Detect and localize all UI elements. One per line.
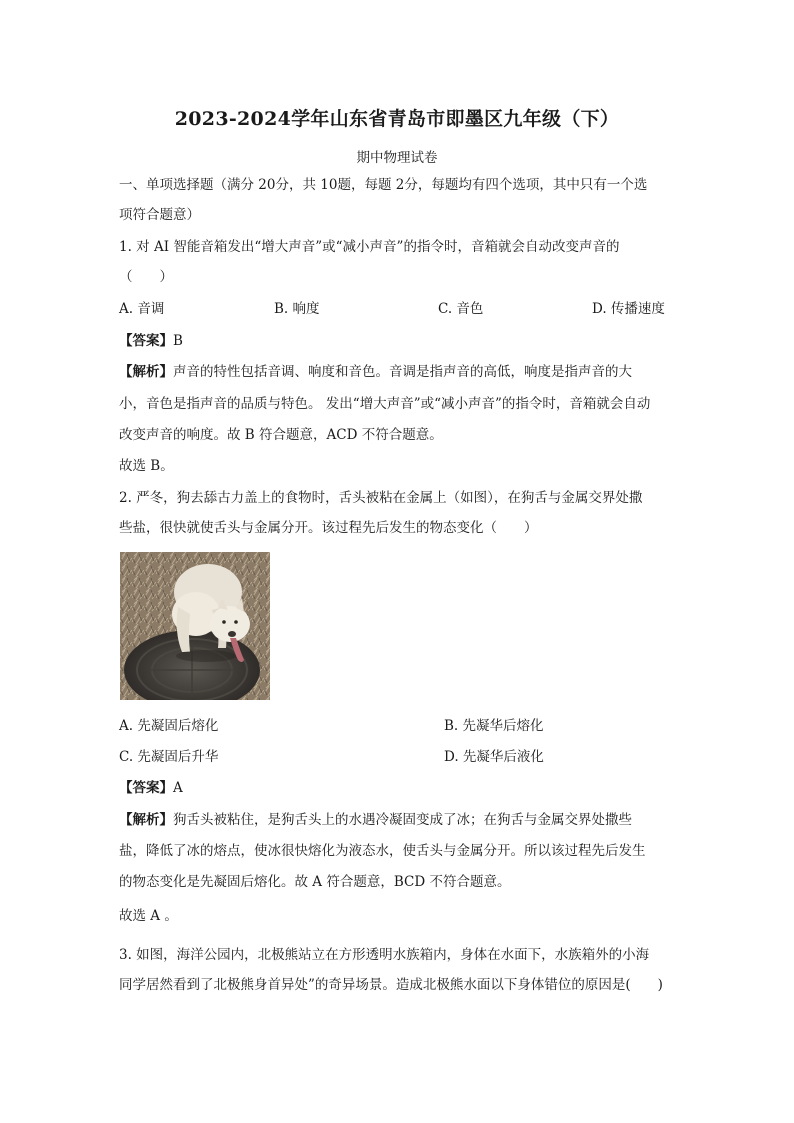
- analysis-text: 狗舌头被粘住，是狗舌头上的水遇冷凝固变成了冰；在狗舌与金属交界处撒些: [173, 812, 632, 828]
- q1-option-c: C. 音色: [438, 301, 484, 317]
- q1-option-d: D. 传播速度: [592, 301, 665, 317]
- dog-manhole-photo: [120, 552, 270, 700]
- analysis-tag: 【解析】: [119, 812, 173, 828]
- q2-analysis-line1: [119, 810, 679, 830]
- q1-analysis-line2: 小，音色是指声音的品质与特色。 发出“增大声音”或“减小声音”的指令时，音箱就会自动: [119, 396, 651, 412]
- analysis-text: 声音的特性包括音调、响度和音色。音调是指声音的高低，响度是指声音的大: [173, 364, 632, 380]
- q2-analysis-line3: 的物态变化是先凝固后熔化。故 A 符合题意，BCD 不符合题意。: [119, 874, 511, 890]
- q1-answer: [119, 331, 679, 351]
- answer-tag: 【答案】: [119, 780, 173, 796]
- q1-stem-line1: 1. 对 AI 智能音箱发出“增大声音”或“减小声音”的指令时，音箱就会自动改变声音的: [119, 239, 620, 255]
- answer-value: B: [173, 333, 183, 349]
- q2-stem-line2: 些盐，很快就使舌头与金属分开。该过程先后发生的物态变化（ ）: [119, 520, 538, 536]
- q2-answer: [119, 778, 679, 798]
- q1-stem-line2: （ ）: [119, 269, 173, 285]
- q1-conclusion: 故选 B。: [119, 458, 174, 474]
- q1-option-b: B. 响度: [274, 301, 320, 317]
- section-heading-line1: 一、单项选择题（满分 20分，共 10题，每题 2分，每题均有四个选项，其中只有一个选: [119, 177, 648, 193]
- q2-option-c: C. 先凝固后升华: [119, 749, 219, 765]
- q2-option-b: B. 先凝华后熔化: [444, 718, 544, 734]
- q1-analysis-line1: [119, 362, 679, 382]
- q2-conclusion: 故选 A 。: [119, 908, 178, 924]
- q2-analysis-line2: 盐，降低了冰的熔点，使冰很快熔化为液态水，使舌头与金属分开。所以该过程先后发生: [119, 843, 646, 859]
- page-subtitle: 期中物理试卷: [356, 150, 438, 166]
- page-title: 2023-2024学年山东省青岛市即墨区九年级（下）: [174, 108, 620, 130]
- q1-analysis-line3: 改变声音的响度。故 B 符合题意，ACD 不符合题意。: [119, 427, 443, 443]
- q1-option-a: A. 音调: [119, 301, 165, 317]
- section-heading-line2: 项符合题意）: [119, 205, 679, 225]
- q2-option-d: D. 先凝华后液化: [444, 749, 544, 765]
- answer-value: A: [173, 780, 183, 796]
- analysis-tag: 【解析】: [119, 364, 173, 380]
- q3-stem-line2: 同学居然看到了北极熊身首异处”的奇异场景。造成北极熊水面以下身体错位的原因是( ): [119, 977, 663, 993]
- q3-stem-line1: 3. 如图，海洋公园内，北极熊站立在方形透明水族箱内，身体在水面下，水族箱外的小海: [119, 947, 650, 963]
- q2-stem-line1: 2. 严冬，狗去舔古力盖上的食物时，舌头被粘在金属上（如图），在狗舌与金属交界处撒: [119, 490, 643, 506]
- q2-option-a: A. 先凝固后熔化: [119, 718, 219, 734]
- answer-tag: 【答案】: [119, 333, 173, 349]
